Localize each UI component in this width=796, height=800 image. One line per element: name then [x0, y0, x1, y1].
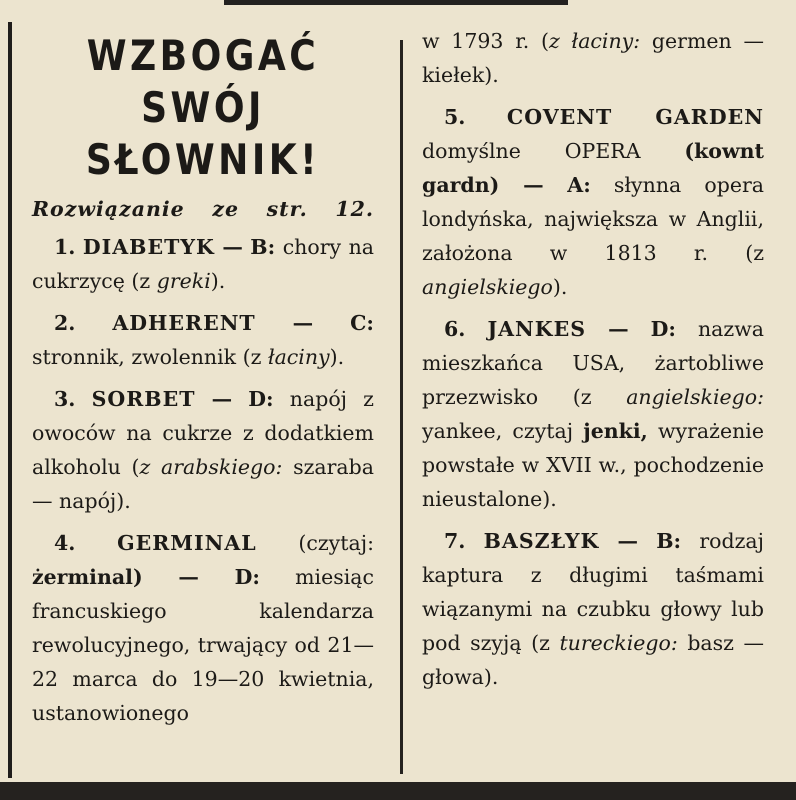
entry-mid: yankee, czytaj — [422, 419, 574, 443]
entry-language: angielskiego — [422, 275, 553, 299]
entry-dash: — — [211, 387, 233, 411]
entry-pronunciation: (kownt gardn) — A: — [422, 139, 764, 197]
entry-4-continued — [422, 24, 764, 92]
entry-number: 5. — [444, 105, 466, 129]
entry-note: domyślne OPERA — [422, 139, 641, 163]
entry-term: DIABETYK — [82, 235, 215, 259]
entry-dash: — — [608, 317, 629, 341]
entry-end: germen — kiełek). — [422, 29, 764, 87]
entry-end: ). — [329, 345, 345, 369]
entry-number: 2. — [54, 311, 76, 335]
entry-text: nazwa mieszkańca USA, żartobliwe przezwisko (z — [422, 317, 764, 409]
entry-dash: — — [617, 529, 639, 553]
entry-number: 3. — [54, 387, 76, 411]
entry-text: miesiąc francuskiego kalendarza rewolucyjnego, trwający od 21—22 marca do 19—20 kwietnia, ustanowionego — [32, 565, 374, 725]
entry-option: C: — [350, 311, 374, 335]
left-rule — [8, 22, 12, 778]
entry-pronunciation: żerminal) — D: — [32, 565, 260, 589]
entry-language: łaciny — [267, 345, 330, 369]
entry-option: B: — [250, 235, 276, 259]
left-column — [32, 0, 374, 738]
entry-term: SORBET — [91, 387, 196, 411]
entry-4 — [32, 526, 374, 730]
entry-end: szaraba — napój). — [32, 455, 374, 513]
entry-dash: — — [222, 235, 243, 259]
entry-7 — [422, 524, 764, 694]
entry-number: 7. — [444, 529, 466, 553]
entry-5 — [422, 100, 764, 304]
headline-line-2: SŁOWNIK! — [85, 135, 321, 184]
entry-language: angielskiego: — [626, 385, 764, 409]
entry-text: rodzaj kaptura z długimi taśmami wiązanymi na czubku głowy lub pod szyją (z — [422, 529, 764, 655]
entry-term: BASZŁYK — [483, 529, 600, 553]
entry-pronunciation-label: (czytaj: — [298, 531, 374, 555]
entry-text: w 1793 r. ( — [422, 29, 550, 53]
entry-number: 1. — [54, 235, 76, 259]
entry-language: z łaciny: — [549, 29, 641, 53]
entry-pronunciation: jenki, — [583, 419, 648, 443]
entry-number: 4. — [54, 531, 76, 555]
subtitle: Rozwiązanie ze str. 12. — [32, 197, 374, 221]
entry-language: tureckiego: — [559, 631, 678, 655]
entry-text: słynna opera londyńska, największa w Anglii, założona w 1813 r. (z — [422, 173, 764, 265]
entry-end: basz — głowa). — [422, 631, 764, 689]
entry-option: D: — [650, 317, 676, 341]
entry-end: ). — [210, 269, 226, 293]
entry-text: napój z owoców na cukrze z dodatkiem alkoholu ( — [32, 387, 374, 479]
entry-number: 6. — [444, 317, 466, 341]
entry-dash: — — [292, 311, 314, 335]
entry-2 — [32, 306, 374, 374]
entry-6 — [422, 312, 764, 516]
entry-option: B: — [656, 529, 682, 553]
entry-option: D: — [248, 387, 274, 411]
entry-term: ADHERENT — [112, 311, 256, 335]
bottom-rule — [0, 782, 796, 800]
entry-text: stronnik, zwolennik (z — [32, 345, 262, 369]
entry-term: COVENT GARDEN — [506, 105, 764, 129]
entry-3 — [32, 382, 374, 518]
headline-line-1: WZBOGAĆ SWÓJ — [86, 31, 320, 132]
entry-term: GERMINAL — [117, 531, 257, 555]
entry-language: greki — [156, 269, 211, 293]
headline — [56, 30, 350, 186]
entry-text: chory na cukrzycę (z — [32, 235, 374, 293]
entry-1 — [32, 230, 374, 298]
entry-end: ). — [552, 275, 568, 299]
right-column — [422, 24, 764, 702]
entry-language: z arabskiego: — [139, 455, 283, 479]
column-divider — [400, 40, 403, 774]
entry-term: JANKES — [487, 317, 587, 341]
entry-end: wyrażenie powstałe w XVII w., pochodzenie nieustalone). — [422, 419, 764, 511]
